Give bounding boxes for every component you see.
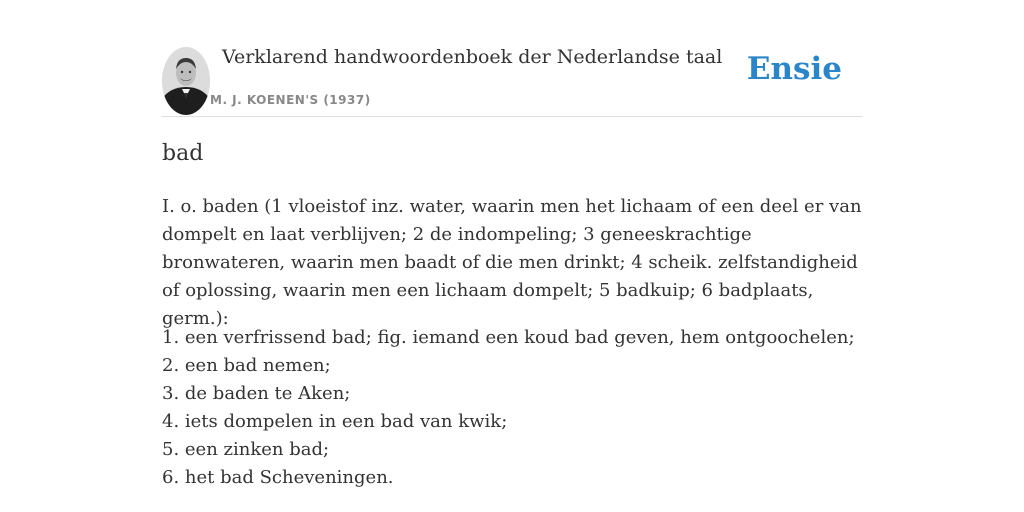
author-label: M. J. KOENEN'S (1937) [210, 93, 371, 107]
entry-headword: bad [162, 141, 204, 166]
example-item: 5. een zinken bad; [162, 439, 330, 460]
author-portrait-icon [162, 47, 210, 115]
entry-definition: I. o. baden (1 vloeistof inz. water, waarin men het lichaam of een deel er van dompelt en laat verblijven; 2 de indompeling; 3 geneeskrachtige bronwateren, waarin men baadt of die men drinkt; 4 scheik. zelfstandigheid of oplossing, waarin men een lichaam dompelt; 5 badkuip; 6 badplaats, germ.): [162, 196, 862, 329]
dictionary-page [162, 0, 862, 488]
page-header [162, 0, 862, 117]
example-item: 6. het bad Scheveningen. [162, 467, 394, 488]
book-title[interactable]: Verklarend handwoordenboek der Nederlandse taal [222, 46, 723, 68]
example-item: 3. de baden te Aken; [162, 383, 351, 404]
brand-logo[interactable]: Ensie [746, 51, 842, 87]
example-item: 2. een bad nemen; [162, 355, 331, 376]
example-item: 4. iets dompelen in een bad van kwik; [162, 411, 508, 432]
example-list [162, 324, 862, 492]
example-item: 1. een verfrissend bad; fig. iemand een koud bad geven, hem ontgoochelen; [162, 327, 855, 348]
